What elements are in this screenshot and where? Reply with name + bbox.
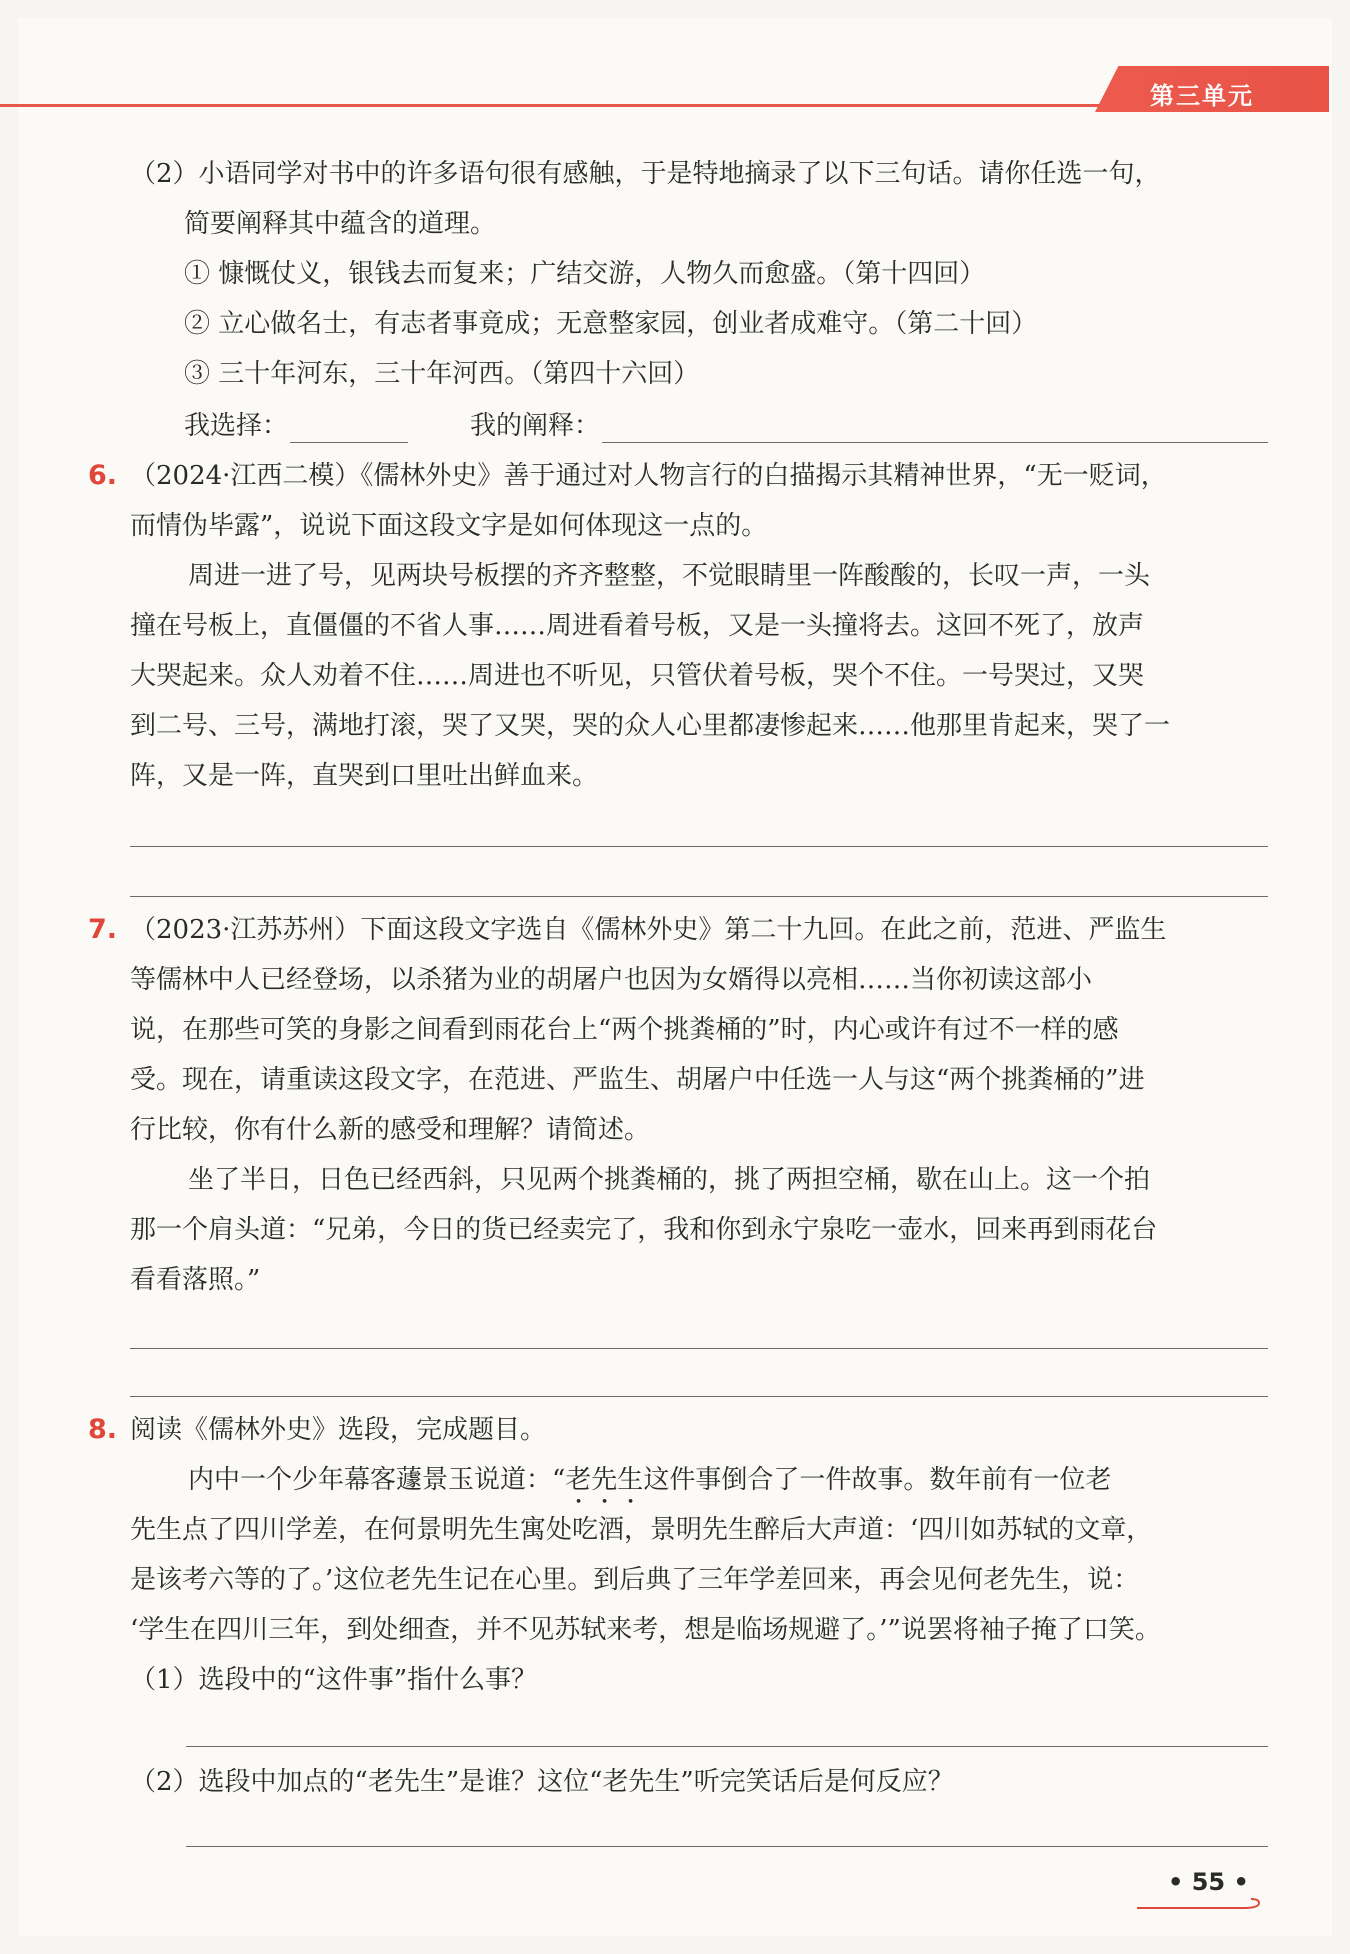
- q6-stem-line-1: （2024·江西二模）《儒林外史》善于通过对人物言行的白描揭示其精神世界，“无一贬词，: [130, 461, 1167, 491]
- q7-stem-line-2: 等儒林中人已经登场，以杀猪为业的胡屠户也因为女婿得以亮相……当你初读这部小: [130, 965, 1093, 995]
- q7-stem-line-1: （2023·江苏苏州）下面这段文字选自《儒林外史》第二十九回。在此之前，范进、严监生: [130, 915, 1167, 945]
- q5-option-1: ① 慷慨仗义，银钱去而复来；广结交游，人物久而愈盛。（第十四回）: [184, 259, 986, 289]
- q8-number: 8.: [88, 1414, 118, 1445]
- q8-passage-line-2: 先生点了四川学差，在何景明先生寓处吃酒，景明先生醉后大声道：‘四川如苏轼的文章，: [130, 1515, 1153, 1545]
- q8-passage-line-1: [188, 1460, 1111, 1510]
- q8-sub2-answer-line[interactable]: [186, 1846, 1268, 1847]
- q6-stem-line-2: 而情伪毕露”，说说下面这段文字是如何体现这一点的。: [130, 511, 768, 541]
- q6-number: 6.: [88, 460, 118, 491]
- q8-dotted-word: 老先生: [565, 1465, 644, 1495]
- q7-answer-line-2[interactable]: [130, 1396, 1268, 1397]
- q6-passage-line-1: 周进一进了号，见两块号板摆的齐齐整整，不觉眼睛里一阵酸酸的，长叹一声，一头: [188, 561, 1151, 591]
- q7-stem-line-5: 行比较，你有什么新的感受和理解？请简述。: [130, 1115, 651, 1145]
- q5-choose-label: 我选择：: [184, 411, 289, 441]
- q8-passage-line-1-a: 内中一个少年幕客蘧景玉说道：“: [188, 1465, 566, 1495]
- q7-passage-line-3: 看看落照。”: [130, 1265, 261, 1295]
- q5-sub2-intro: （2）小语同学对书中的许多语句很有感触，于是特地摘录了以下三句话。请你任选一句，: [130, 159, 1161, 189]
- q7-stem-line-4: 受。现在，请重读这段文字，在范进、严监生、胡屠户中任选一人与这“两个挑粪桶的”进: [130, 1065, 1145, 1095]
- page-curl-decoration: [1135, 1898, 1265, 1912]
- q7-stem-line-3: 说，在那些可笑的身影之间看到雨花台上“两个挑粪桶的”时，内心或许有过不一样的感: [130, 1015, 1119, 1045]
- q7-number: 7.: [88, 914, 118, 945]
- q5-sub2-intro-cont: 简要阐释其中蕴含的道理。: [184, 209, 497, 239]
- header-rule: [0, 104, 1120, 107]
- q5-explain-blank[interactable]: [602, 442, 1268, 443]
- q7-passage-line-1: 坐了半日，日色已经西斜，只见两个挑粪桶的，挑了两担空桶，歇在山上。这一个拍: [188, 1165, 1151, 1195]
- q6-passage-line-3: 大哭起来。众人劝着不住……周进也不听见，只管伏着号板，哭个不住。一号哭过，又哭: [130, 661, 1145, 691]
- q6-answer-line-2[interactable]: [130, 896, 1268, 897]
- page-number: • 55 •: [1168, 1868, 1249, 1896]
- q6-passage-line-5: 阵，又是一阵，直哭到口里吐出鲜血来。: [130, 761, 599, 791]
- q8-stem: 阅读《儒林外史》选段，完成题目。: [130, 1415, 547, 1445]
- q8-passage-line-1-b: 这件事倒合了一件故事。数年前有一位老: [643, 1465, 1112, 1495]
- q8-sub2: （2）选段中加点的“老先生”是谁？这位“老先生”听完笑话后是何反应？: [130, 1767, 954, 1797]
- q6-passage-line-4: 到二号、三号，满地打滚，哭了又哭，哭的众人心里都凄惨起来……他那里肯起来，哭了一: [130, 711, 1171, 741]
- q5-option-3: ③ 三十年河东，三十年河西。（第四十六回）: [184, 359, 700, 389]
- q6-passage-line-2: 撞在号板上，直僵僵的不省人事……周进看着号板，又是一头撞将去。这回不死了，放声: [130, 611, 1145, 641]
- q8-passage-line-4: ‘学生在四川三年，到处细查，并不见苏轼来考，想是临场规避了。’”说罢将袖子掩了口笑。: [130, 1615, 1161, 1645]
- q5-choose-blank[interactable]: [290, 442, 408, 443]
- unit-label: 第三单元: [1150, 82, 1254, 110]
- q8-passage-line-3: 是该考六等的了。’这位老先生记在心里。到后典了三年学差回来，再会见何老先生，说：: [130, 1565, 1140, 1595]
- q7-passage-line-2: 那一个肩头道：“兄弟，今日的货已经卖完了，我和你到永宁泉吃一壶水，回来再到雨花台: [130, 1215, 1158, 1245]
- q8-sub1-answer-line[interactable]: [186, 1746, 1268, 1747]
- q5-option-2: ② 立心做名士，有志者事竟成；无意整家园，创业者成难守。（第二十回）: [184, 309, 1038, 339]
- q6-answer-line-1[interactable]: [130, 846, 1268, 847]
- q8-sub1: （1）选段中的“这件事”指什么事？: [130, 1665, 538, 1695]
- q5-explain-label: 我的阐释：: [470, 411, 601, 441]
- q7-answer-line-1[interactable]: [130, 1348, 1268, 1349]
